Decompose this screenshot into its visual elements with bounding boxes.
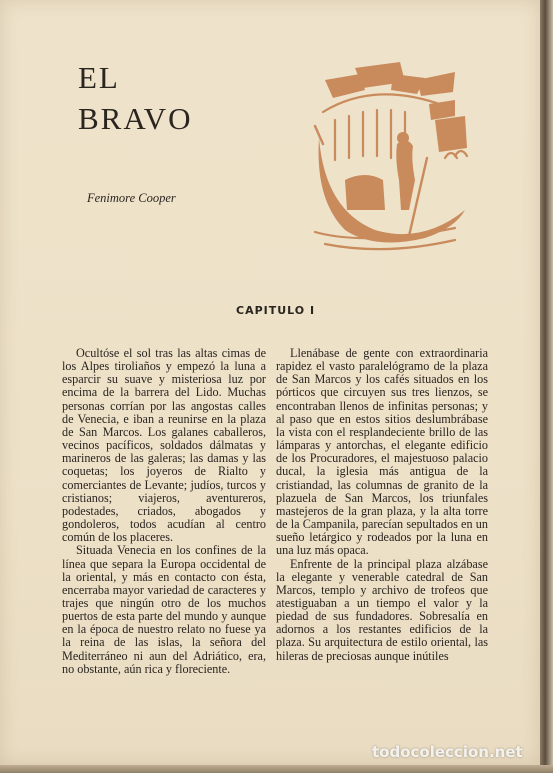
watermark-logo: todocoleccion.net: [372, 743, 523, 761]
gondola-venice-icon: [305, 60, 475, 260]
chapter-heading: CAPITULO I: [236, 304, 316, 317]
paragraph: Situada Venecia en los confines de la línea que separa la Europa occidental de la oriental, y más en contacto con ésta, encerraba mayor variedad de caracteres y trajes que ningún otro de los muchos puertos de esta parte del mundo y aunque en la época de nuestro relato no fuese ya la reina de las islas, la señora del Mediterráneo ni aun del Adriático, era, no obstante, aún rica y floreciente.: [62, 543, 266, 676]
title-line-1: EL: [78, 60, 120, 95]
text-column-right: [276, 347, 488, 663]
paragraph: Ocultóse el sol tras las altas cimas de los Alpes tiroliaños y empezó la luna a esparcir su suave y misteriosa luz por encima de la barrera del Lido. Muchas personas corrían por las angostas calles de Venecia, e iban a reunirse en la plaza de San Marcos. Los galanes caballeros, vecinos pacíficos, soldados dálmatas y marineros de las galeras; las damas y las coquetas; los joyeros de Rialto y comerciantes de Levante; judíos, turcos y cristianos; viajeros, aventureros, podestades, criados, abogados y gondoleros, todos acudían al centro común de los placeres.: [62, 346, 266, 545]
title-line-2: BRAVO: [78, 101, 193, 136]
paragraph: Enfrente de la principal plaza alzábase la elegante y venerable catedral de San Marcos, templo y archivo de trofeos que atestiguaban a un tiempo el valor y la piedad de sus fundadores. Sobresalía en adornos a los restantes edificios de la plaza. Su arquitectura de estilo oriental, las hileras de preciosas aunque inútiles: [276, 556, 488, 663]
book-spine-edge: [540, 0, 553, 773]
author-name: Fenimore Cooper: [87, 191, 176, 205]
book-bottom-edge: [0, 765, 553, 773]
text-column-left: [62, 347, 266, 676]
paragraph: Llenábase de gente con extraordinaria rapidez el vasto paralelógramo de la plaza de San Marcos y los cafés situados en los pórticos que circuyen sus tres lienzos, se encontraban llenos de infinitas personas; y al paso que en estos sitios deslumbrábase la vista con el resplandeciente brillo de las lámparas y antorchas, el elegante edificio de los Procuradores, el majestuoso palacio ducal, la iglesia más antigua de la cristiandad, las columnas de granito de la plazuela de San Marcos, los triunfales mastejeros de la gran plaza, y la alta torre de la Campanila, parecían sepultados en un sueño letárgico y rodeados por la luna en una luz más opaca.: [276, 346, 488, 558]
